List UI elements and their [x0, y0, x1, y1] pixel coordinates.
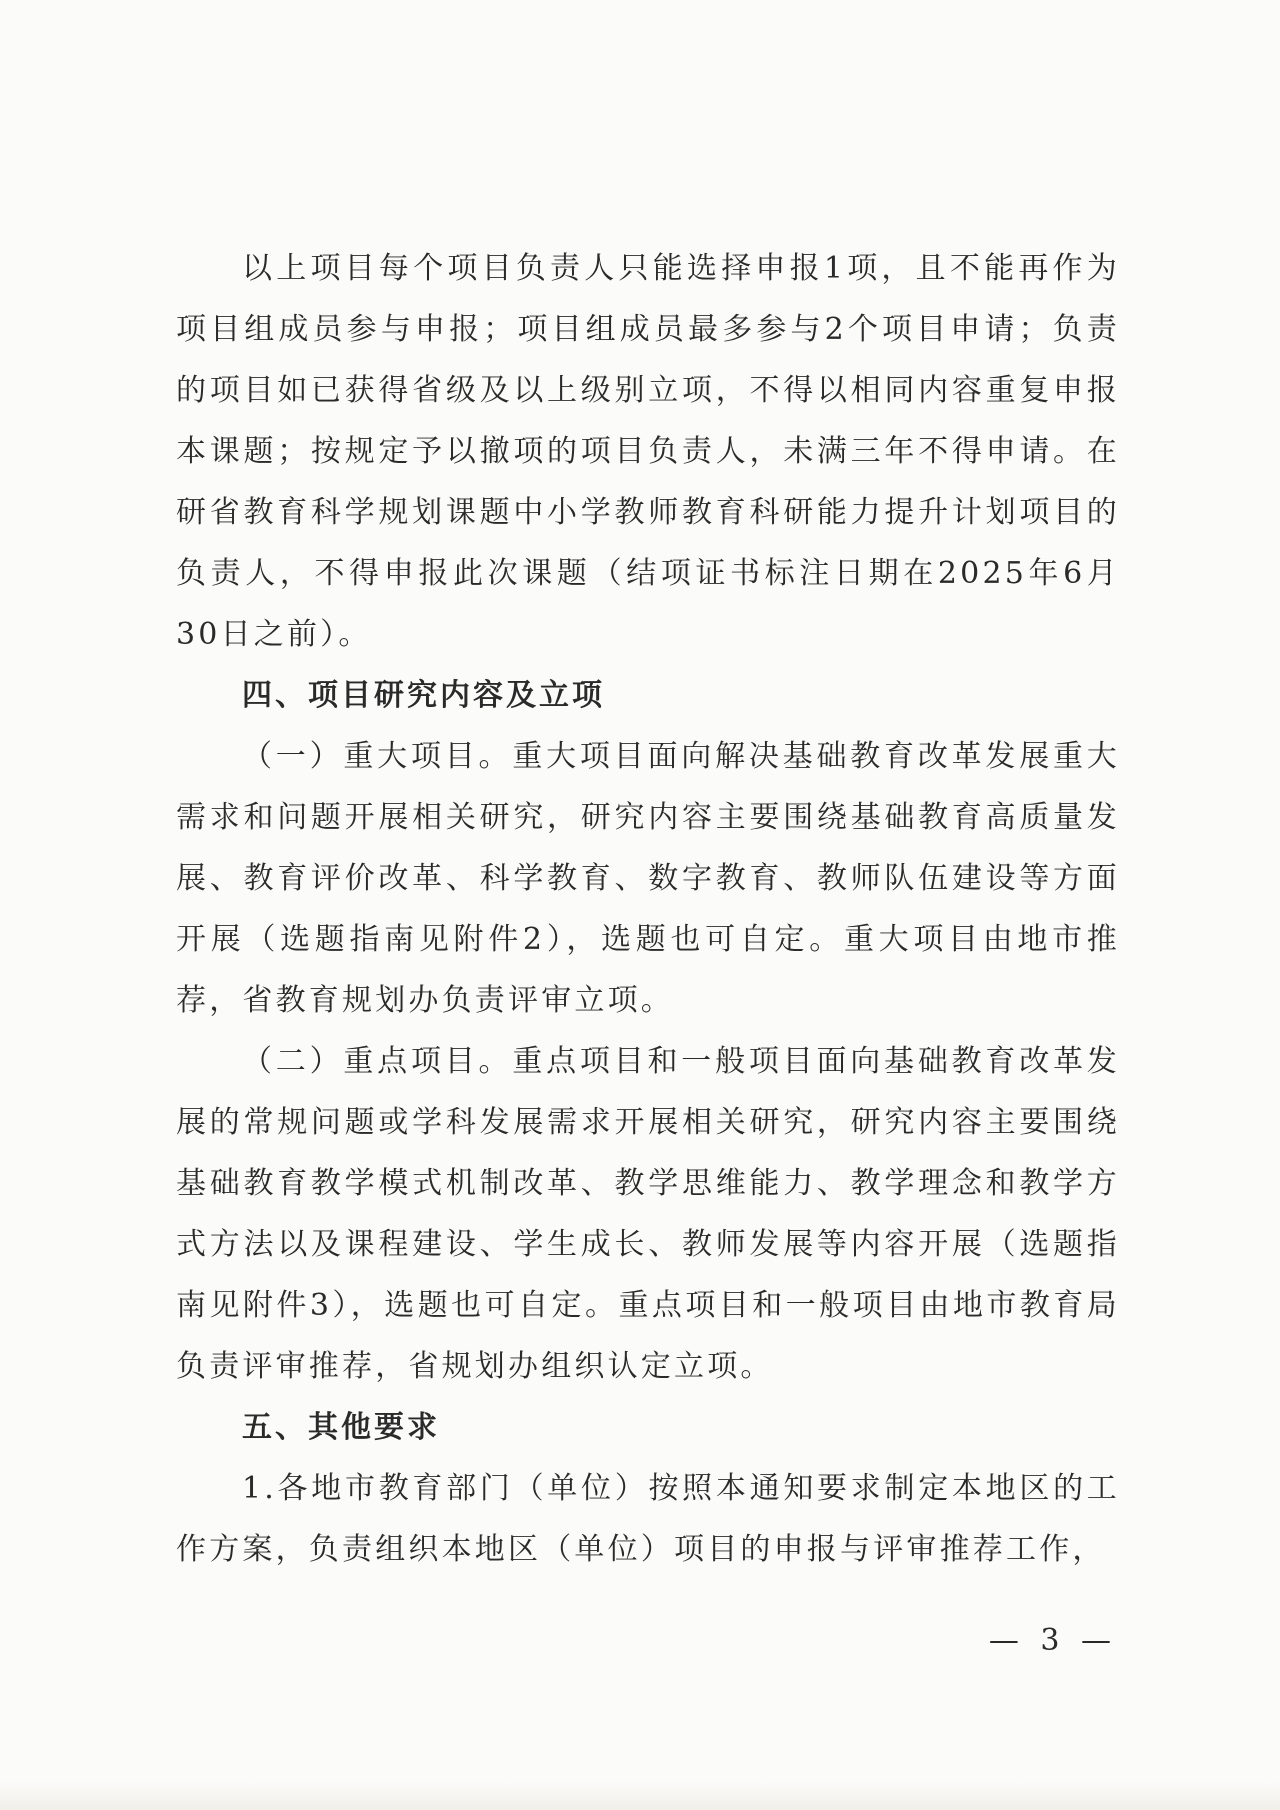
section-heading-5: 五、其他要求 — [242, 1410, 440, 1445]
paragraph-key-projects — [176, 1031, 1120, 1397]
page-number: — 3 — — [988, 1623, 1117, 1658]
major-projects-lead: （一）重大项目。 — [242, 739, 513, 774]
paragraph-eligibility: 以上项目每个项目负责人只能选择申报1项，且不能再作为项目组成员参与申报；项目组成员最多参与2个项目申请；负责的项目如已获得省级及以上级别立项，不得以相同内容重复申报本课题；按规定予以撤项的项目负责人，未满三年不得申请。在研省教育科学规划课题中小学教师教育科研能力提升计划项目的负责人，不得申报此次课题（结项证书标注日期在2025年6月30日之前）。 — [176, 251, 1120, 652]
paragraph-major-projects — [176, 726, 1120, 1031]
paragraph-requirement-1: 1.各地市教育部门（单位）按照本通知要求制定本地区的工作方案，负责组织本地区（单位）项目的申报与评审推荐工作， — [176, 1471, 1120, 1567]
section-heading-4: 四、项目研究内容及立项 — [242, 678, 605, 713]
key-projects-body: 重点项目和一般项目面向基础教育改革发展的常规问题或学科发展需求开展相关研究，研究内容主要围绕基础教育教学模式机制改革、教学思维能力、教学理念和教学方式方法以及课程建设、学生成长、教师发展等内容开展（选题指南见附件3），选题也可自定。重点项目和一般项目由地市教育局负责评审推荐，省规划办组织认定立项。 — [176, 1044, 1120, 1384]
key-projects-lead: （二）重点项目。 — [242, 1044, 513, 1079]
page-bottom-edge — [0, 1782, 1280, 1810]
major-projects-body: 重大项目面向解决基础教育改革发展重大需求和问题开展相关研究，研究内容主要围绕基础教育高质量发展、教育评价改革、科学教育、数字教育、教师队伍建设等方面开展（选题指南见附件2），选题也可自定。重大项目由地市推荐，省教育规划办负责评审立项。 — [176, 739, 1120, 1018]
document-body — [176, 238, 1120, 1580]
